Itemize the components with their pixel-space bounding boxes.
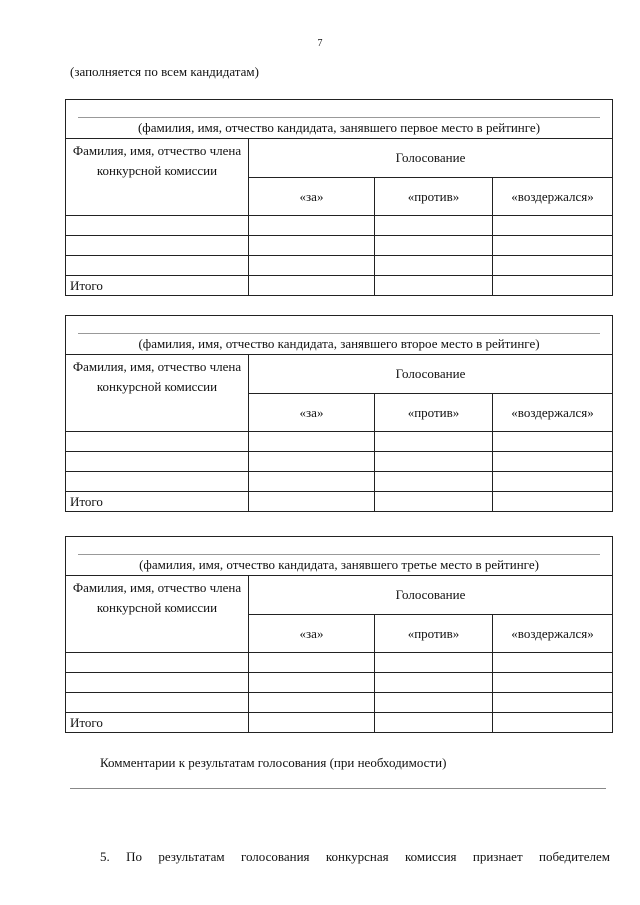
abstained-cell[interactable] (493, 216, 613, 236)
for-column-header: «за» (249, 394, 375, 432)
against-cell[interactable] (375, 653, 493, 673)
for-column-header: «за» (249, 178, 375, 216)
against-cell[interactable] (375, 256, 493, 276)
abstained-column-header: «воздержался» (493, 178, 613, 216)
voting-table-first-place (65, 99, 613, 296)
table-row (66, 236, 613, 256)
page-number: 7 (317, 38, 323, 49)
total-for-cell[interactable] (249, 492, 375, 512)
abstained-cell[interactable] (493, 432, 613, 452)
candidate-name-cell[interactable] (66, 100, 613, 139)
abstained-cell[interactable] (493, 653, 613, 673)
total-row (66, 276, 613, 296)
member-cell[interactable] (66, 236, 249, 256)
comment-label: Комментарии к результатам голосования (при необходимости) (100, 755, 447, 770)
table-row (66, 452, 613, 472)
total-row (66, 713, 613, 733)
table-row (66, 432, 613, 452)
candidate-caption: (фамилия, имя, отчество кандидата, занявшего второе место в рейтинге) (138, 336, 540, 351)
candidate-name-cell[interactable] (66, 537, 613, 576)
voting-table-third-place (65, 536, 613, 733)
member-column-header: Фамилия, имя, отчество члена конкурсной комиссии (66, 139, 249, 216)
candidate-name-line (78, 117, 600, 118)
total-label: Итого (66, 492, 249, 512)
total-abstained-cell[interactable] (493, 713, 613, 733)
table-row (66, 216, 613, 236)
against-cell[interactable] (375, 693, 493, 713)
for-column-header: «за» (249, 615, 375, 653)
candidate-name-line (78, 554, 600, 555)
against-column-header: «против» (375, 615, 493, 653)
against-column-header: «против» (375, 178, 493, 216)
for-cell[interactable] (249, 256, 375, 276)
abstained-column-header: «воздержался» (493, 394, 613, 432)
member-cell[interactable] (66, 256, 249, 276)
abstained-cell[interactable] (493, 693, 613, 713)
for-cell[interactable] (249, 236, 375, 256)
table-row (66, 673, 613, 693)
total-against-cell[interactable] (375, 276, 493, 296)
candidate-name-cell[interactable] (66, 316, 613, 355)
voting-header: Голосование (249, 355, 613, 394)
total-for-cell[interactable] (249, 276, 375, 296)
member-column-header: Фамилия, имя, отчество члена конкурсной комиссии (66, 355, 249, 432)
member-cell[interactable] (66, 432, 249, 452)
intro-note: (заполняется по всем кандидатам) (70, 64, 259, 79)
member-cell[interactable] (66, 653, 249, 673)
total-label: Итого (66, 276, 249, 296)
for-cell[interactable] (249, 693, 375, 713)
total-against-cell[interactable] (375, 713, 493, 733)
table-row (66, 472, 613, 492)
total-for-cell[interactable] (249, 713, 375, 733)
table-row (66, 256, 613, 276)
for-cell[interactable] (249, 216, 375, 236)
table-row (66, 693, 613, 713)
abstained-cell[interactable] (493, 673, 613, 693)
total-against-cell[interactable] (375, 492, 493, 512)
member-column-header: Фамилия, имя, отчество члена конкурсной комиссии (66, 576, 249, 653)
total-row (66, 492, 613, 512)
total-abstained-cell[interactable] (493, 492, 613, 512)
member-cell[interactable] (66, 693, 249, 713)
candidate-caption: (фамилия, имя, отчество кандидата, занявшего первое место в рейтинге) (137, 120, 541, 135)
member-cell[interactable] (66, 216, 249, 236)
table-row (66, 653, 613, 673)
for-cell[interactable] (249, 673, 375, 693)
for-cell[interactable] (249, 472, 375, 492)
candidate-caption: (фамилия, имя, отчество кандидата, занявшего третье место в рейтинге) (139, 557, 539, 572)
against-cell[interactable] (375, 452, 493, 472)
voting-header: Голосование (249, 576, 613, 615)
against-cell[interactable] (375, 673, 493, 693)
against-cell[interactable] (375, 472, 493, 492)
voting-table-second-place (65, 315, 613, 512)
for-cell[interactable] (249, 432, 375, 452)
candidate-name-line (78, 333, 600, 334)
member-cell[interactable] (66, 452, 249, 472)
against-cell[interactable] (375, 236, 493, 256)
decision-paragraph: 5. По результатам голосования конкурсная комиссия признает победителем (100, 849, 610, 864)
against-column-header: «против» (375, 394, 493, 432)
comment-input-line[interactable] (70, 788, 606, 789)
abstained-cell[interactable] (493, 256, 613, 276)
total-abstained-cell[interactable] (493, 276, 613, 296)
member-cell[interactable] (66, 472, 249, 492)
member-cell[interactable] (66, 673, 249, 693)
total-label: Итого (66, 713, 249, 733)
voting-header: Голосование (249, 139, 613, 178)
abstained-cell[interactable] (493, 236, 613, 256)
against-cell[interactable] (375, 216, 493, 236)
for-cell[interactable] (249, 452, 375, 472)
abstained-column-header: «воздержался» (493, 615, 613, 653)
for-cell[interactable] (249, 653, 375, 673)
abstained-cell[interactable] (493, 472, 613, 492)
abstained-cell[interactable] (493, 452, 613, 472)
against-cell[interactable] (375, 432, 493, 452)
